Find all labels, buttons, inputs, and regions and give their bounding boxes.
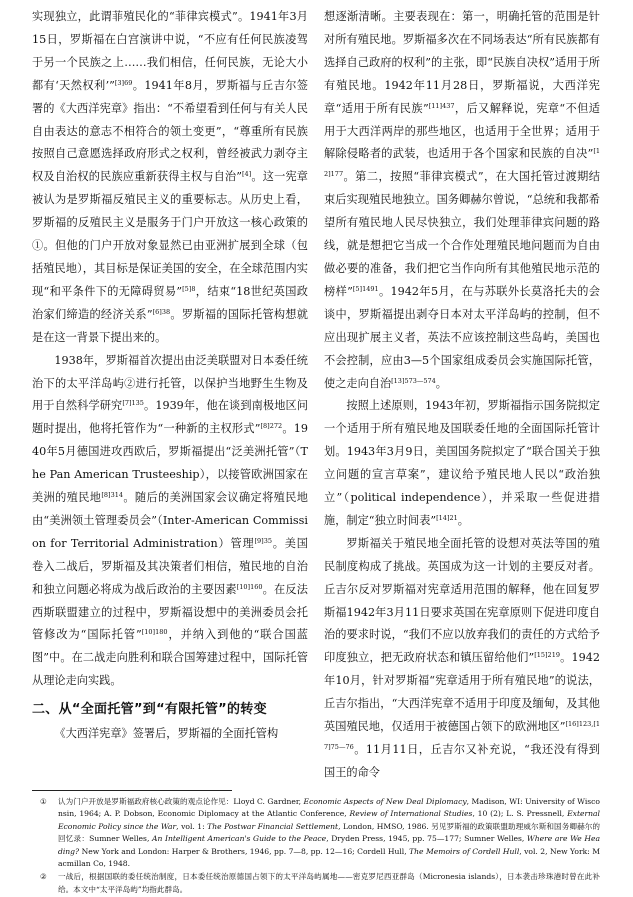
- citation: [10]160: [236, 582, 263, 591]
- citation: [5]8: [182, 284, 196, 293]
- footnote-text: 认为门户开放是罗斯福政府核心政策的观点论作见：Lloyd C. Gardner, Economic Aspects of New Deal Diplomacy, Madison, WI: University of Wisconsin, 1964; A. P. Dobson, Economic Diplomacy at the Atlantic Conference, Review of International Studies, 10 (2); L. S. Pressnell, External Economic Policy since the War, vol. 1: The Postwar Financial Settlement, London, HMSO, 1986. 另见罗斯福的政策联盟助理威尔斯和国务卿赫尔的回忆录：Sumner Welles, An Intelligent American's Guide to the Peace, Dryden Press, 1945, pp. 75—177; Sumner Welles, Where are We Heading? New York and London: Harper & Brothers, 1946, pp. 7—8, pp. 12—16; Cordell Hull, The Memoirs of Cordell Hull, vol. 2, New York: Macmillan Co, 1948.: [58, 797, 601, 869]
- right-column: [324, 6, 600, 786]
- citation: [3]69: [114, 78, 133, 87]
- citation: [5]1491: [352, 284, 379, 293]
- citation: [8]272: [260, 422, 283, 431]
- footnote-mark: ②: [40, 872, 47, 882]
- footnote: [32, 796, 600, 870]
- citation: [11]437: [428, 101, 455, 110]
- article-body: [32, 6, 600, 786]
- footnotes: [32, 796, 600, 897]
- citation: [7]135: [122, 399, 144, 408]
- citation: [15]219: [534, 651, 560, 660]
- citation: [8]314: [101, 491, 123, 500]
- citation: [10]180: [141, 628, 168, 637]
- citation: [6]38: [152, 307, 171, 316]
- citation: [14]21: [436, 513, 458, 522]
- footnote-mark: ①: [40, 797, 47, 806]
- citation: [12]177: [324, 147, 600, 179]
- citation: [9]35: [254, 536, 272, 545]
- citation: [4]: [242, 170, 252, 179]
- paragraph: 按照上述原则，1943年初，罗斯福指示国务院拟定一个适用于所有殖民地及国联委任地的全面国际托管计划。1943年3月9日，美国国务院拟定了“联合国关于独立问题的宣言草案”，建议给予殖民地人民以“政治独立”（political independence），并采取一些促进措施，制定“独立时间表”$^{[14]21}$。: [324, 399, 600, 527]
- left-column: [32, 6, 308, 786]
- paragraph: 想逐渐清晰。主要表现在：第一，明确托管的范围是针对所有殖民地。罗斯福多次在不同场表达“所有民族都有选择自己政府的权利”的主张，即“民族自决权”适用于所有殖民地。1942年11月28日，罗斯福说，大西洋宪章“适用于所有民族”$^{[11]437}$，后又解释说，宪章“不但适用于大西洋两岸的那些地区，也适用于全世界；适用于解除侵略者的武装，也适用于各个国家和民族的自决”$^{[12]177}$。第二，按照“菲律宾模式”，在大国托管过渡期结束后实现殖民地独立。国务卿赫尔曾说，“总统和我都希望所有殖民地人民尽快独立，我们处理菲律宾问题的路线，就是想把它当成一个合作处理殖民地问题而为自由做必要的准备，我们把它当作向所有其他殖民地示范的榜样”$^{[5]1491}$。1942年5月，在与苏联外长莫洛托夫的会谈中，罗斯福提出剥夺日本对太平洋岛屿的控制，但不应出现扩展主义者，英法不应该控制这些岛屿，美国也不会控制，应由3—5个国家组成委员会实施国际托管，使之走向自治$^{[13]573—574}$。: [324, 10, 600, 390]
- footnote: [32, 871, 600, 896]
- paragraph: 实现独立，此谓菲殖民化的“菲律宾模式”。1941年3月15日，罗斯福在白宫演讲中说，“不应有任何民族凌驾于另一个民族之上……我们相信，任何民族，无论大小都有‘天然权利’”$^{[3]69}$。1941年8月，罗斯福与丘吉尔签署的《大西洋宪章》指出：“不希望看到任何与有关人民自由表达的意志不相符合的领土变更”，“尊重所有民族按照自己意愿选择政府形式之权利，曾经被武力剥夺主权及自治权的民族应重新获得主权与自治”[4]。这一宪章被认为是罗斯福反殖民主义的重要标志。从历史上看，罗斯福的反殖民主义是服务于门户开放这一核心政策的①。但他的门户开放对象显然已由亚洲扩展到全球（包括殖民地），其目标是保证美国的安全，在全球范围内实现“和平条件下的无障碍贸易”$^{[5]8}$，结束“18世纪英国政治家们缔造的经济关系”$^{[6]38}$。罗斯福的国际托管构想就是在这一背景下提出来的。: [32, 10, 308, 344]
- footnote-text: 一战后，根据国联的委任统治制度，日本委任统治原德国占领下的太平洋岛屿属地——密克罗尼西亚群岛（Micronesia islands），日本袭击珍珠港时曾在此补给。本文中“太平洋岛屿”均指此群岛。: [58, 872, 600, 894]
- citation: [13]573—574: [391, 376, 436, 385]
- paragraph: 罗斯福关于殖民地全面托管的设想对英法等国的殖民制度构成了挑战。英国成为这一计划的主要反对者。丘吉尔反对罗斯福对宪章适用范围的解释，他在回复罗斯福1942年3月11日要求英国在宪章原则下促进印度自治的要求时说，“我们不应以放弃我们的责任的方式给予印度独立，把无政府状态和镇压留给他们”$^{[15]219}$。1942年10月，针对罗斯福“宪章适用于所有殖民地”的说法，丘吉尔指出，“大西洋宪章不适用于印度及缅甸，及其他英国殖民地，仅适用于被德国占领下的欧洲地区”$^{[16]123,[17]75—76}$。11月11日，丘吉尔又补充说，“我还没有得到国王的命令: [324, 536, 600, 779]
- section-heading: 二、从“全面托管”到“有限托管”的转变: [32, 702, 267, 718]
- citation: [16]123,[17]75—76: [324, 720, 600, 751]
- paragraph: 1938年，罗斯福首次提出由泛美联盟对日本委任统治下的太平洋岛屿②进行托管，以保护当地野生生物及用于自然科学研究$^{[7]135}$。1939年，他在谈到南极地区问题时提出，他将托管作为“一种新的主权形式”$^{[8]272}$。1940年5月德国进攻西欧后，罗斯福提出“泛美洲托管”（The Pan American Trusteeship），以接管欧洲国家在美洲的殖民地$^{[8]314}$。随后的美洲国家会议确定将殖民地由“美洲领土管理委员会”（Inter-American Commission for Territorial Administration）管理$^{[9]35}$。美国卷入二战后，罗斯福及其决策者们相信，殖民地的自治和独立问题必将成为战后政治的主要因素$^{[10]160}$。在反法西斯联盟建立的过程中，罗斯福设想中的美洲委员会托管修改为“国际托管”$^{[10]180}$，并纳入到他的“联合国蓝图”中。在二战走向胜利和联合国筹建过程中，国际托管从理论走向实践。: [32, 353, 308, 688]
- paragraph: 《大西洋宪章》签署后，罗斯福的全面托管构: [54, 727, 279, 741]
- footnote-divider: [32, 790, 232, 791]
